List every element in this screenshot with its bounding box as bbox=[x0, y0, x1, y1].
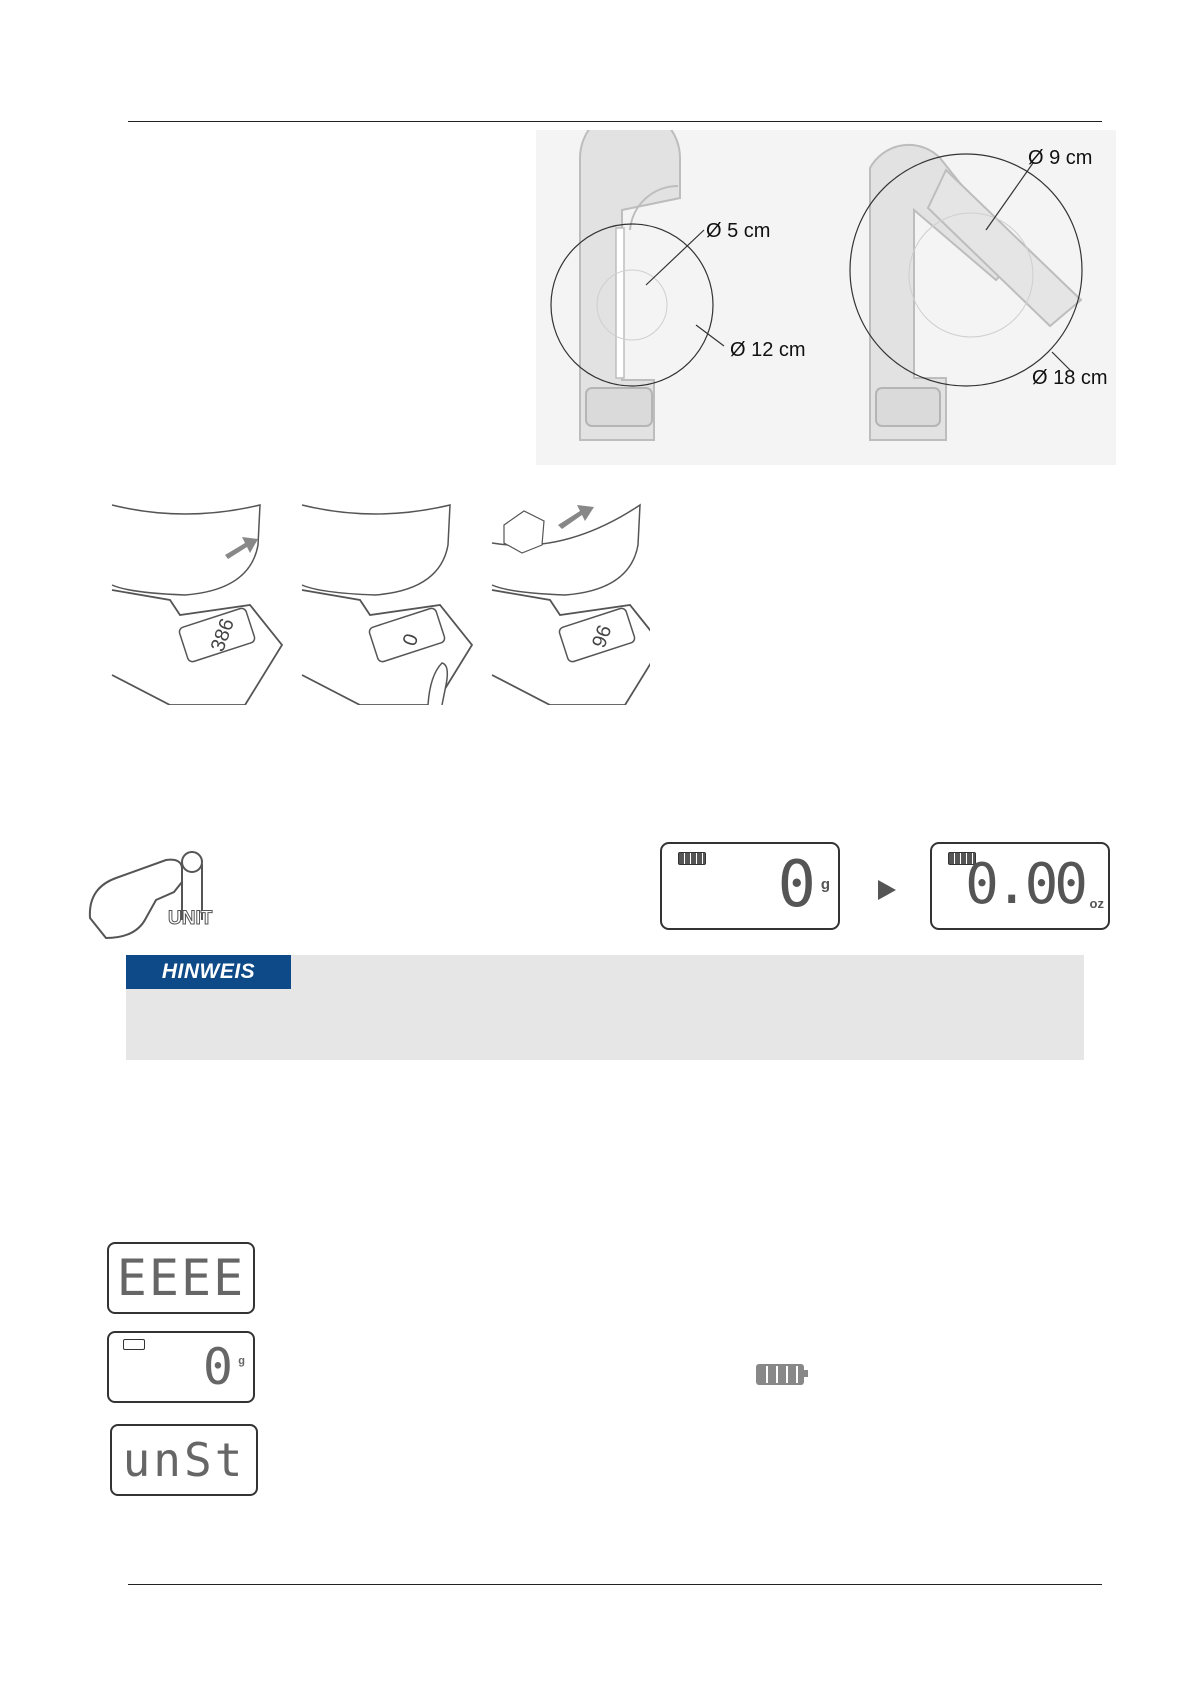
lcd-unit: oz bbox=[1089, 896, 1104, 911]
tare-step1-display: 386 bbox=[206, 615, 239, 655]
tare-step3-display: 96 bbox=[588, 622, 617, 651]
tare-step-3 bbox=[492, 505, 650, 705]
tare-step-2 bbox=[302, 505, 472, 705]
lcd-display-ounces bbox=[930, 842, 1110, 930]
lcd-value: 0 bbox=[777, 848, 816, 922]
tare-sequence bbox=[110, 495, 650, 705]
lcd-error-text: EEEE bbox=[116, 1249, 246, 1307]
unit-button-label: UNIT bbox=[168, 908, 213, 929]
lcd-low-battery-display bbox=[107, 1331, 255, 1403]
scale-right-outer-label: Ø 18 cm bbox=[1032, 367, 1108, 389]
lcd-value: 0 bbox=[202, 1338, 233, 1396]
lcd-unstable-text: unSt bbox=[122, 1433, 246, 1487]
battery-empty-icon bbox=[123, 1339, 145, 1350]
scale-right-inner-label: Ø 9 cm bbox=[1028, 147, 1093, 169]
lcd-unstable-display bbox=[110, 1424, 258, 1496]
tare-step2-display: 0 bbox=[398, 630, 424, 649]
lcd-unit: g bbox=[820, 876, 830, 893]
lcd-unit: g bbox=[238, 1355, 245, 1367]
scale-left-outer-label-text: Ø 12 cm bbox=[730, 339, 806, 361]
footer-rule bbox=[128, 1584, 1102, 1585]
notice-box bbox=[126, 955, 1084, 1060]
lcd-value: 0.00 bbox=[965, 852, 1084, 917]
lcd-display-grams bbox=[660, 842, 840, 930]
bowl-size-diagram bbox=[536, 130, 1116, 465]
lcd-error-display bbox=[107, 1242, 255, 1314]
scale-left-inner-label: Ø 5 cm bbox=[706, 220, 771, 242]
play-arrow-icon bbox=[874, 878, 898, 902]
battery-full-icon bbox=[756, 1364, 804, 1385]
notice-label: HINWEIS bbox=[126, 955, 291, 989]
push-arrow-icon bbox=[558, 505, 594, 529]
header-rule bbox=[128, 121, 1102, 122]
tare-step-1 bbox=[112, 505, 282, 705]
dice-icon bbox=[504, 511, 544, 553]
battery-full-icon bbox=[678, 852, 706, 865]
